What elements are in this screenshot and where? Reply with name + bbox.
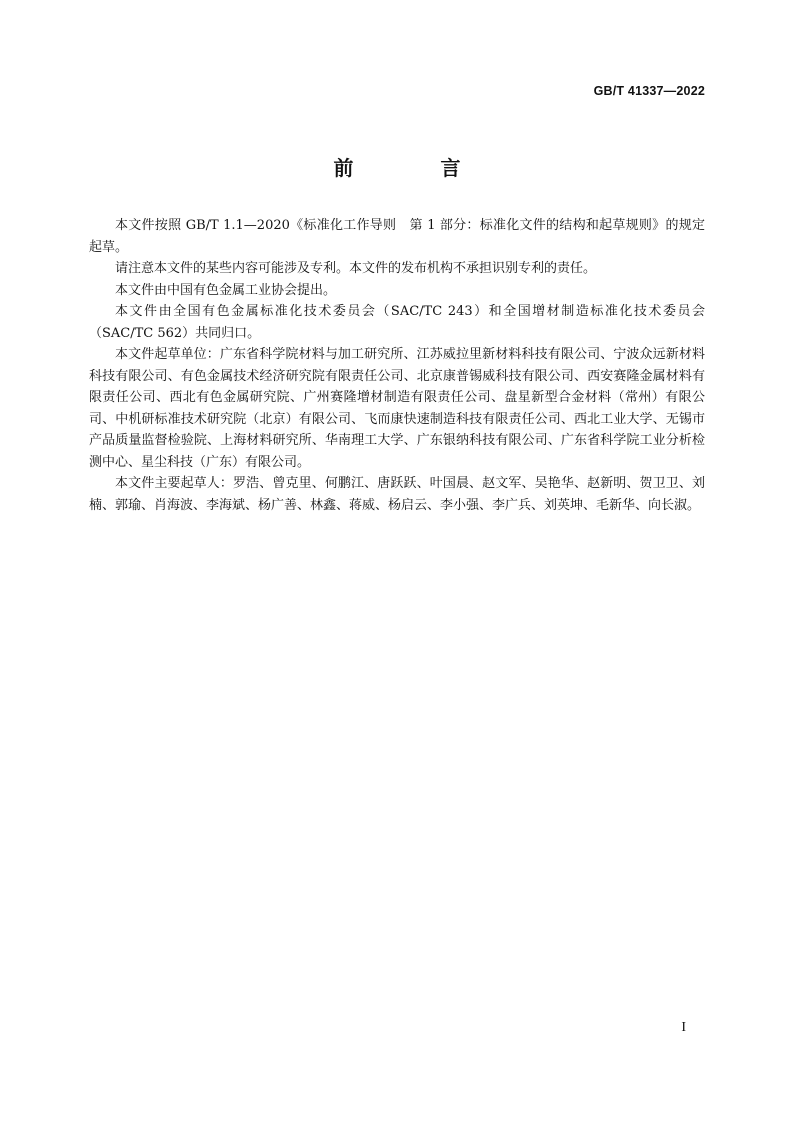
paragraph-main-drafters: 本文件主要起草人：罗浩、曾克里、何鹏江、唐跃跃、叶国晨、赵文军、吴艳华、赵新明、贺卫卫、刘楠、郭瑜、肖海波、李海斌、杨广善、林鑫、蒋威、杨启云、李小强、李广兵、刘英坤、毛新华、向长淑。: [89, 476, 705, 513]
standard-code: GB/T 41337—2022: [593, 84, 705, 98]
paragraph-centralized-management: 本文件由全国有色金属标准化技术委员会（SAC/TC 243）和全国增材制造标准化技术委员会（SAC/TC 562）共同归口。: [89, 304, 705, 341]
paragraph-drafting-rules: 本文件按照 GB/T 1.1—2020《标准化工作导则 第 1 部分：标准化文件的结构和起草规则》的规定起草。: [89, 218, 705, 255]
page-number: I: [681, 1020, 686, 1035]
page-title: 前 言: [333, 156, 501, 180]
paragraph-patent-notice: 请注意本文件的某些内容可能涉及专利。本文件的发布机构不承担识别专利的责任。: [115, 261, 597, 276]
paragraph-proposer: 本文件由中国有色金属工业协会提出。: [115, 282, 337, 298]
paragraph-drafting-organizations: 本文件起草单位：广东省科学院材料与加工研究所、江苏威拉里新材料科技有限公司、宁波众远新材料科技有限公司、有色金属技术经济研究院有限责任公司、北京康普锡威科技有限公司、西安赛隆金属材料有限责任公司、西北有色金属研究院、广州赛隆增材制造有限责任公司、盘星新型合金材料（常州）有限公司、中机研标准技术研究院（北京）有限公司、飞而康快速制造科技有限责任公司、西北工业大学、无锡市产品质量监督检验院、上海材料研究所、华南理工大学、广东银纳科技有限公司、广东省科学院工业分析检测中心、星尘科技（广东）有限公司。: [89, 347, 705, 470]
foreword-body: [89, 215, 705, 516]
